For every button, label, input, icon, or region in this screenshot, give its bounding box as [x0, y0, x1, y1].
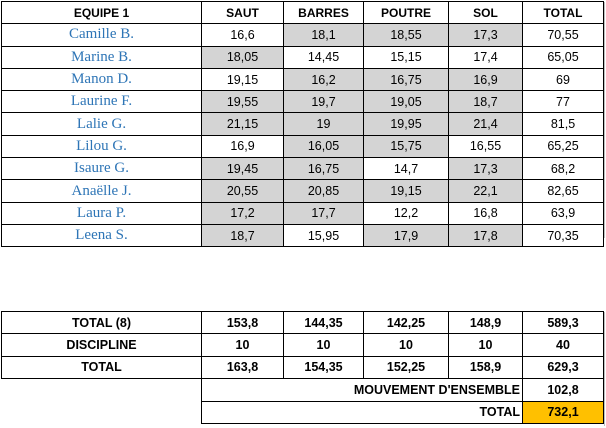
- score-cell: 16,75: [284, 158, 364, 180]
- player-name: Manon D.: [2, 68, 202, 90]
- summary-cell: 10: [202, 334, 284, 356]
- summary-total-cell: 40: [523, 334, 604, 356]
- summary-cell: 142,25: [364, 312, 449, 334]
- player-row: [2, 202, 604, 224]
- score-cell: 17,3: [449, 24, 523, 46]
- score-cell: 18,1: [284, 24, 364, 46]
- score-cell: 16,2: [284, 68, 364, 90]
- score-cell: 20,85: [284, 180, 364, 202]
- player-row: [2, 224, 604, 246]
- score-cell: 16,9: [449, 68, 523, 90]
- score-cell: 21,4: [449, 113, 523, 135]
- summary-cell: 144,35: [284, 312, 364, 334]
- summary-cell: 163,8: [202, 356, 284, 378]
- player-name: Lilou G.: [2, 135, 202, 157]
- score-cell: 19,95: [364, 113, 449, 135]
- summary-cell: 153,8: [202, 312, 284, 334]
- score-cell: 15,15: [364, 46, 449, 68]
- score-cell: 18,7: [202, 224, 284, 246]
- score-cell: 16,6: [202, 24, 284, 46]
- score-cell: 16,05: [284, 135, 364, 157]
- score-cell: 17,7: [284, 202, 364, 224]
- score-cell: 17,2: [202, 202, 284, 224]
- player-total: 82,65: [523, 180, 604, 202]
- header-team: EQUIPE 1: [2, 2, 202, 24]
- player-total: 63,9: [523, 202, 604, 224]
- header-poutre: POUTRE: [364, 2, 449, 24]
- score-cell: 20,55: [202, 180, 284, 202]
- grand-total-value: 732,1: [523, 401, 604, 423]
- score-cell: 18,05: [202, 46, 284, 68]
- header-saut: SAUT: [202, 2, 284, 24]
- summary-row-total: [2, 356, 604, 378]
- score-cell: 19,7: [284, 91, 364, 113]
- header-total: TOTAL: [523, 2, 604, 24]
- score-cell: 21,15: [202, 113, 284, 135]
- player-row: [2, 91, 604, 113]
- summary-cell: 152,25: [364, 356, 449, 378]
- score-cell: 17,9: [364, 224, 449, 246]
- player-name: Camille B.: [2, 24, 202, 46]
- player-row: [2, 24, 604, 46]
- player-row: [2, 180, 604, 202]
- score-cell: 19,05: [364, 91, 449, 113]
- team-scores-table: [1, 1, 604, 247]
- score-cell: 12,2: [364, 202, 449, 224]
- player-total: 70,35: [523, 224, 604, 246]
- sheet-edge-line: [604, 312, 605, 426]
- score-cell: 15,95: [284, 224, 364, 246]
- summary-cell: 154,35: [284, 356, 364, 378]
- score-cell: 18,7: [449, 91, 523, 113]
- score-cell: 18,55: [364, 24, 449, 46]
- player-name: Leena S.: [2, 224, 202, 246]
- score-cell: 19,15: [202, 68, 284, 90]
- summary-cell: 10: [364, 334, 449, 356]
- summary-cell: 158,9: [449, 356, 523, 378]
- summary-label: DISCIPLINE: [2, 334, 202, 356]
- player-row: [2, 113, 604, 135]
- player-name: Marine B.: [2, 46, 202, 68]
- summary-cell: 10: [449, 334, 523, 356]
- team-scores-body: [2, 2, 604, 247]
- score-cell: 16,8: [449, 202, 523, 224]
- mouvement-value: 102,8: [523, 379, 604, 401]
- score-cell: 17,8: [449, 224, 523, 246]
- grand-total-label: TOTAL: [202, 401, 523, 423]
- player-row: [2, 158, 604, 180]
- score-cell: 15,75: [364, 135, 449, 157]
- score-cell: 16,55: [449, 135, 523, 157]
- player-total: 69: [523, 68, 604, 90]
- summary-row-discipline: [2, 334, 604, 356]
- summary-total-cell: 629,3: [523, 356, 604, 378]
- blank-cell: [2, 401, 202, 423]
- score-cell: 14,7: [364, 158, 449, 180]
- player-row: [2, 46, 604, 68]
- player-name: Lalie G.: [2, 113, 202, 135]
- player-total: 70,55: [523, 24, 604, 46]
- sheet-edge-line: [604, 2, 605, 238]
- summary-table: [1, 311, 604, 424]
- score-cell: 22,1: [449, 180, 523, 202]
- summary-total-cell: 589,3: [523, 312, 604, 334]
- score-cell: 17,4: [449, 46, 523, 68]
- player-name: Laura P.: [2, 202, 202, 224]
- grand-total-row: [2, 401, 604, 423]
- score-cell: 19,55: [202, 91, 284, 113]
- summary-body: [2, 312, 604, 424]
- mouvement-label: MOUVEMENT D'ENSEMBLE: [202, 379, 523, 401]
- summary-label: TOTAL (8): [2, 312, 202, 334]
- blank-cell: [2, 379, 202, 401]
- header-barres: BARRES: [284, 2, 364, 24]
- header-sol: SOL: [449, 2, 523, 24]
- score-cell: 19: [284, 113, 364, 135]
- score-cell: 19,15: [364, 180, 449, 202]
- score-cell: 19,45: [202, 158, 284, 180]
- player-total: 65,25: [523, 135, 604, 157]
- player-total: 81,5: [523, 113, 604, 135]
- player-total: 77: [523, 91, 604, 113]
- player-total: 65,05: [523, 46, 604, 68]
- player-name: Anaëlle J.: [2, 180, 202, 202]
- summary-label: TOTAL: [2, 356, 202, 378]
- score-cell: 14,45: [284, 46, 364, 68]
- header-row: [2, 2, 604, 24]
- summary-cell: 148,9: [449, 312, 523, 334]
- mouvement-row: [2, 379, 604, 401]
- player-total: 68,2: [523, 158, 604, 180]
- score-cell: 16,75: [364, 68, 449, 90]
- summary-row-total8: [2, 312, 604, 334]
- player-name: Laurine F.: [2, 91, 202, 113]
- score-cell: 17,3: [449, 158, 523, 180]
- score-cell: 16,9: [202, 135, 284, 157]
- player-row: [2, 68, 604, 90]
- summary-cell: 10: [284, 334, 364, 356]
- player-name: Isaure G.: [2, 158, 202, 180]
- player-row: [2, 135, 604, 157]
